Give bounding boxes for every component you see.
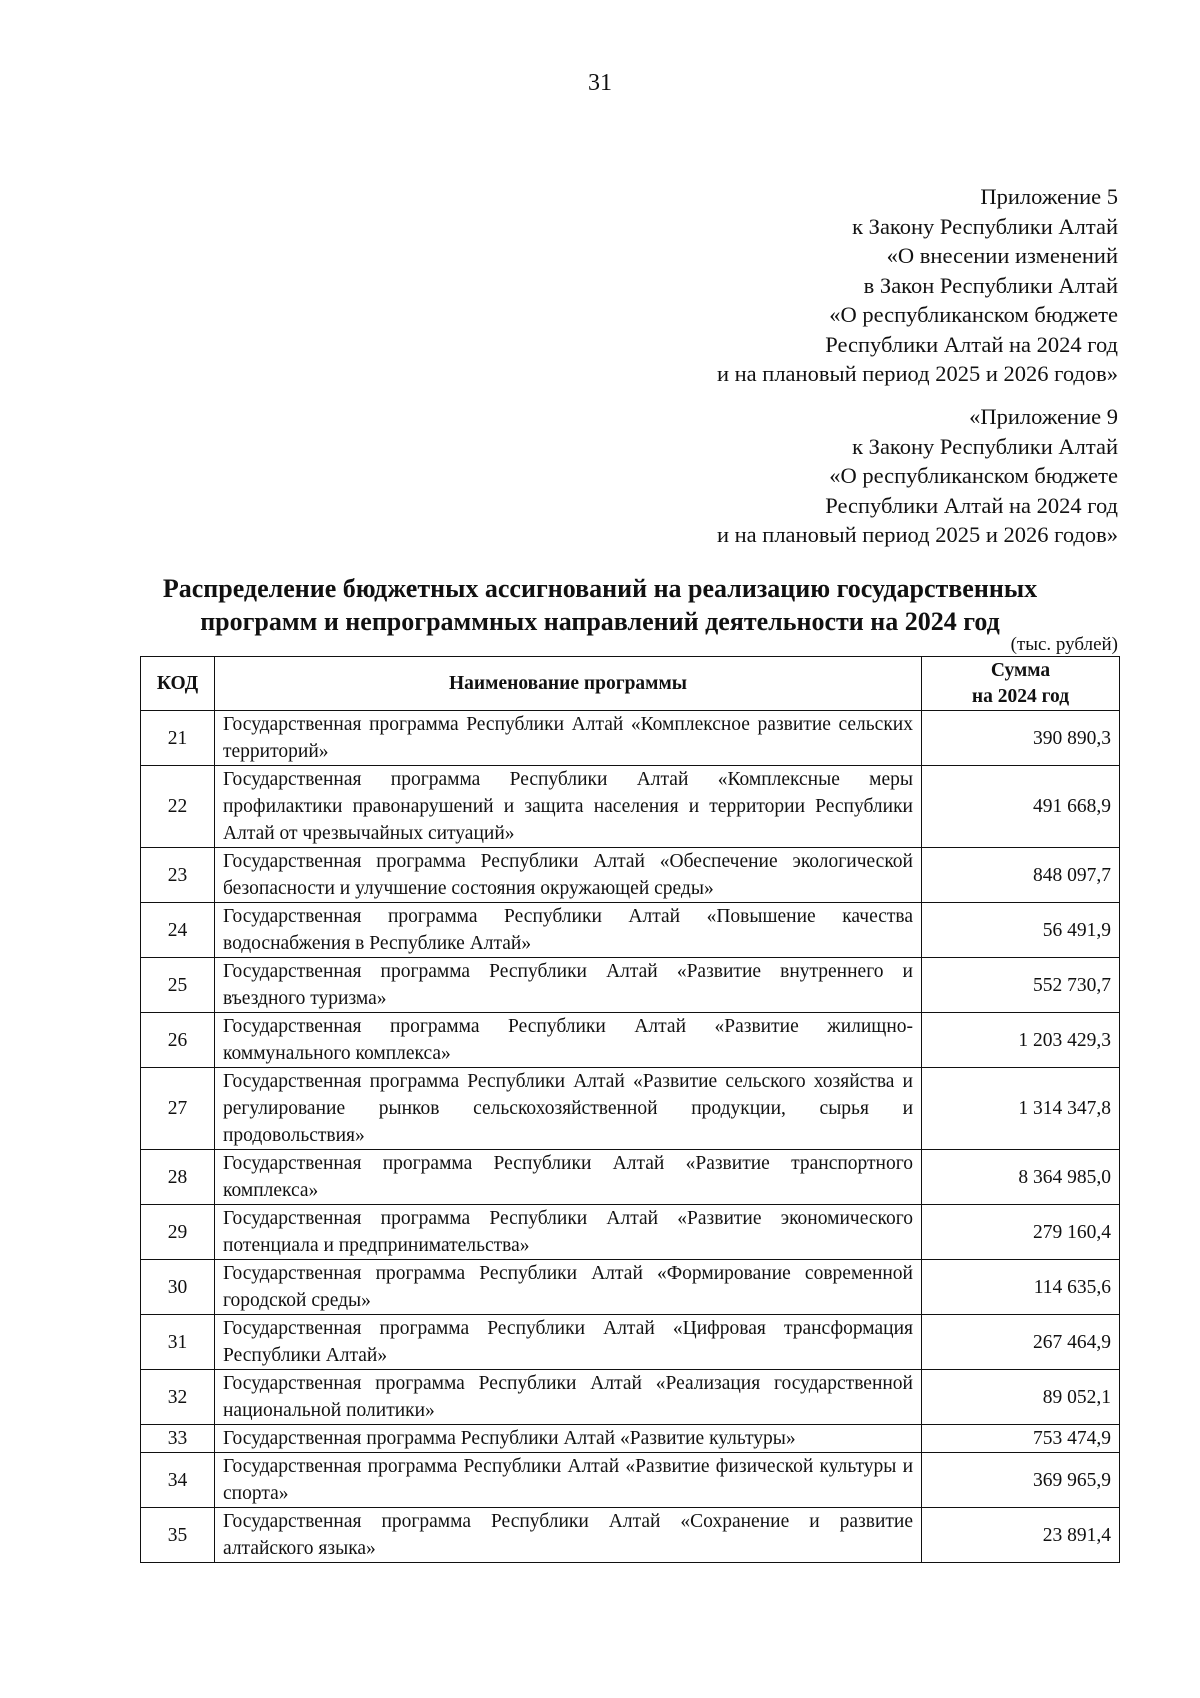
appendix-5-heading [418, 182, 1118, 389]
table-body [141, 711, 1120, 1563]
program-name: Государственная программа Республики Алтай «Комплексные меры профилактики правонарушений и защита населения и территории Республики Алтай от чрезвычайных ситуаций» [215, 766, 922, 848]
program-amount: 279 160,4 [922, 1205, 1120, 1260]
appendix-5-line: к Закону Республики Алтай [852, 213, 1118, 239]
table-row [141, 1370, 1120, 1425]
program-code: 32 [141, 1370, 215, 1425]
table-row [141, 1205, 1120, 1260]
program-amount: 369 965,9 [922, 1453, 1120, 1508]
program-code: 26 [141, 1013, 215, 1068]
program-code: 30 [141, 1260, 215, 1315]
program-amount: 1 203 429,3 [922, 1013, 1120, 1068]
program-name: Государственная программа Республики Алтай «Цифровая трансформация Республики Алтай» [215, 1315, 922, 1370]
appendix-9-line: Республики Алтай на 2024 год [825, 492, 1118, 518]
program-amount: 56 491,9 [922, 903, 1120, 958]
table-row [141, 1453, 1120, 1508]
program-code: 25 [141, 958, 215, 1013]
document-title [100, 572, 1100, 638]
program-amount: 8 364 985,0 [922, 1150, 1120, 1205]
title-line-2: программ и непрограммных направлений деятельности на 2024 год [200, 607, 1000, 636]
program-name: Государственная программа Республики Алтай «Обеспечение экологической безопасности и улучшение состояния окружающей среды» [215, 848, 922, 903]
program-amount: 1 314 347,8 [922, 1068, 1120, 1150]
program-amount: 390 890,3 [922, 711, 1120, 766]
program-name: Государственная программа Республики Алтай «Развитие физической культуры и спорта» [215, 1453, 922, 1508]
program-name: Государственная программа Республики Алтай «Повышение качества водоснабжения в Республике Алтай» [215, 903, 922, 958]
page-number: 31 [588, 70, 612, 96]
appendix-9-line: «Приложение 9 [969, 404, 1118, 429]
amount-header [922, 657, 1120, 711]
program-code: 29 [141, 1205, 215, 1260]
program-code: 31 [141, 1315, 215, 1370]
program-name: Государственная программа Республики Алтай «Формирование современной городской среды» [215, 1260, 922, 1315]
program-amount: 267 464,9 [922, 1315, 1120, 1370]
amount-header-line-1: Сумма [990, 659, 1051, 681]
budget-table [140, 656, 1120, 1563]
program-amount: 89 052,1 [922, 1370, 1120, 1425]
table-row [141, 1315, 1120, 1370]
appendix-9-line: и на плановый период 2025 и 2026 годов» [716, 522, 1118, 547]
program-amount: 753 474,9 [922, 1425, 1120, 1453]
table-row [141, 903, 1120, 958]
program-name: Государственная программа Республики Алтай «Развитие экономического потенциала и предпринимательства» [215, 1205, 922, 1260]
table-row [141, 1508, 1120, 1563]
appendix-5-line: Республики Алтай на 2024 год [825, 331, 1118, 357]
program-amount: 848 097,7 [922, 848, 1120, 903]
program-name: Государственная программа Республики Алтай «Реализация государственной национальной политики» [215, 1370, 922, 1425]
program-code: 22 [141, 766, 215, 848]
program-code: 27 [141, 1068, 215, 1150]
title-line-1: Распределение бюджетных ассигнований на реализацию государственных [162, 574, 1038, 603]
program-code: 21 [141, 711, 215, 766]
appendix-9-heading [418, 402, 1118, 550]
appendix-9-line: к Закону Республики Алтай [852, 433, 1118, 459]
appendix-5-line: в Закон Республики Алтай [863, 272, 1118, 298]
program-name: Государственная программа Республики Алтай «Развитие внутреннего и въездного туризма» [215, 958, 922, 1013]
program-code: 35 [141, 1508, 215, 1563]
amount-header-line-2: на 2024 год [971, 685, 1070, 707]
appendix-9-line: «О республиканском бюджете [829, 463, 1118, 488]
program-amount: 114 635,6 [922, 1260, 1120, 1315]
table-row [141, 1260, 1120, 1315]
program-name: Государственная программа Республики Алтай «Развитие сельского хозяйства и регулирование рынков сельскохозяйственной продукции, сырья и продовольствия» [215, 1068, 922, 1150]
table-row [141, 958, 1120, 1013]
table-row [141, 1425, 1120, 1453]
table-row [141, 711, 1120, 766]
program-name: Государственная программа Республики Алтай «Комплексное развитие сельских территорий» [215, 711, 922, 766]
table-row [141, 848, 1120, 903]
name-header: Наименование программы [215, 657, 922, 711]
program-name: Государственная программа Республики Алтай «Сохранение и развитие алтайского языка» [215, 1508, 922, 1563]
table-row [141, 766, 1120, 848]
program-name: Государственная программа Республики Алтай «Развитие транспортного комплекса» [215, 1150, 922, 1205]
appendix-5-line: Приложение 5 [980, 184, 1118, 209]
program-name: Государственная программа Республики Алтай «Развитие культуры» [215, 1425, 922, 1453]
appendix-5-line: «О республиканском бюджете [829, 302, 1118, 327]
program-amount: 491 668,9 [922, 766, 1120, 848]
program-amount: 552 730,7 [922, 958, 1120, 1013]
appendix-5-line: и на плановый период 2025 и 2026 годов» [716, 361, 1118, 386]
program-amount: 23 891,4 [922, 1508, 1120, 1563]
program-code: 24 [141, 903, 215, 958]
code-header: КОД [141, 657, 215, 711]
program-code: 33 [141, 1425, 215, 1453]
program-name: Государственная программа Республики Алтай «Развитие жилищно-коммунального комплекса» [215, 1013, 922, 1068]
table-row [141, 1150, 1120, 1205]
table-row [141, 1068, 1120, 1150]
program-code: 23 [141, 848, 215, 903]
table-header-row [141, 657, 1120, 711]
table-row [141, 1013, 1120, 1068]
program-code: 28 [141, 1150, 215, 1205]
units-label: (тыс. рублей) [1010, 634, 1118, 655]
appendix-5-line: «О внесении изменений [886, 243, 1118, 268]
program-code: 34 [141, 1453, 215, 1508]
